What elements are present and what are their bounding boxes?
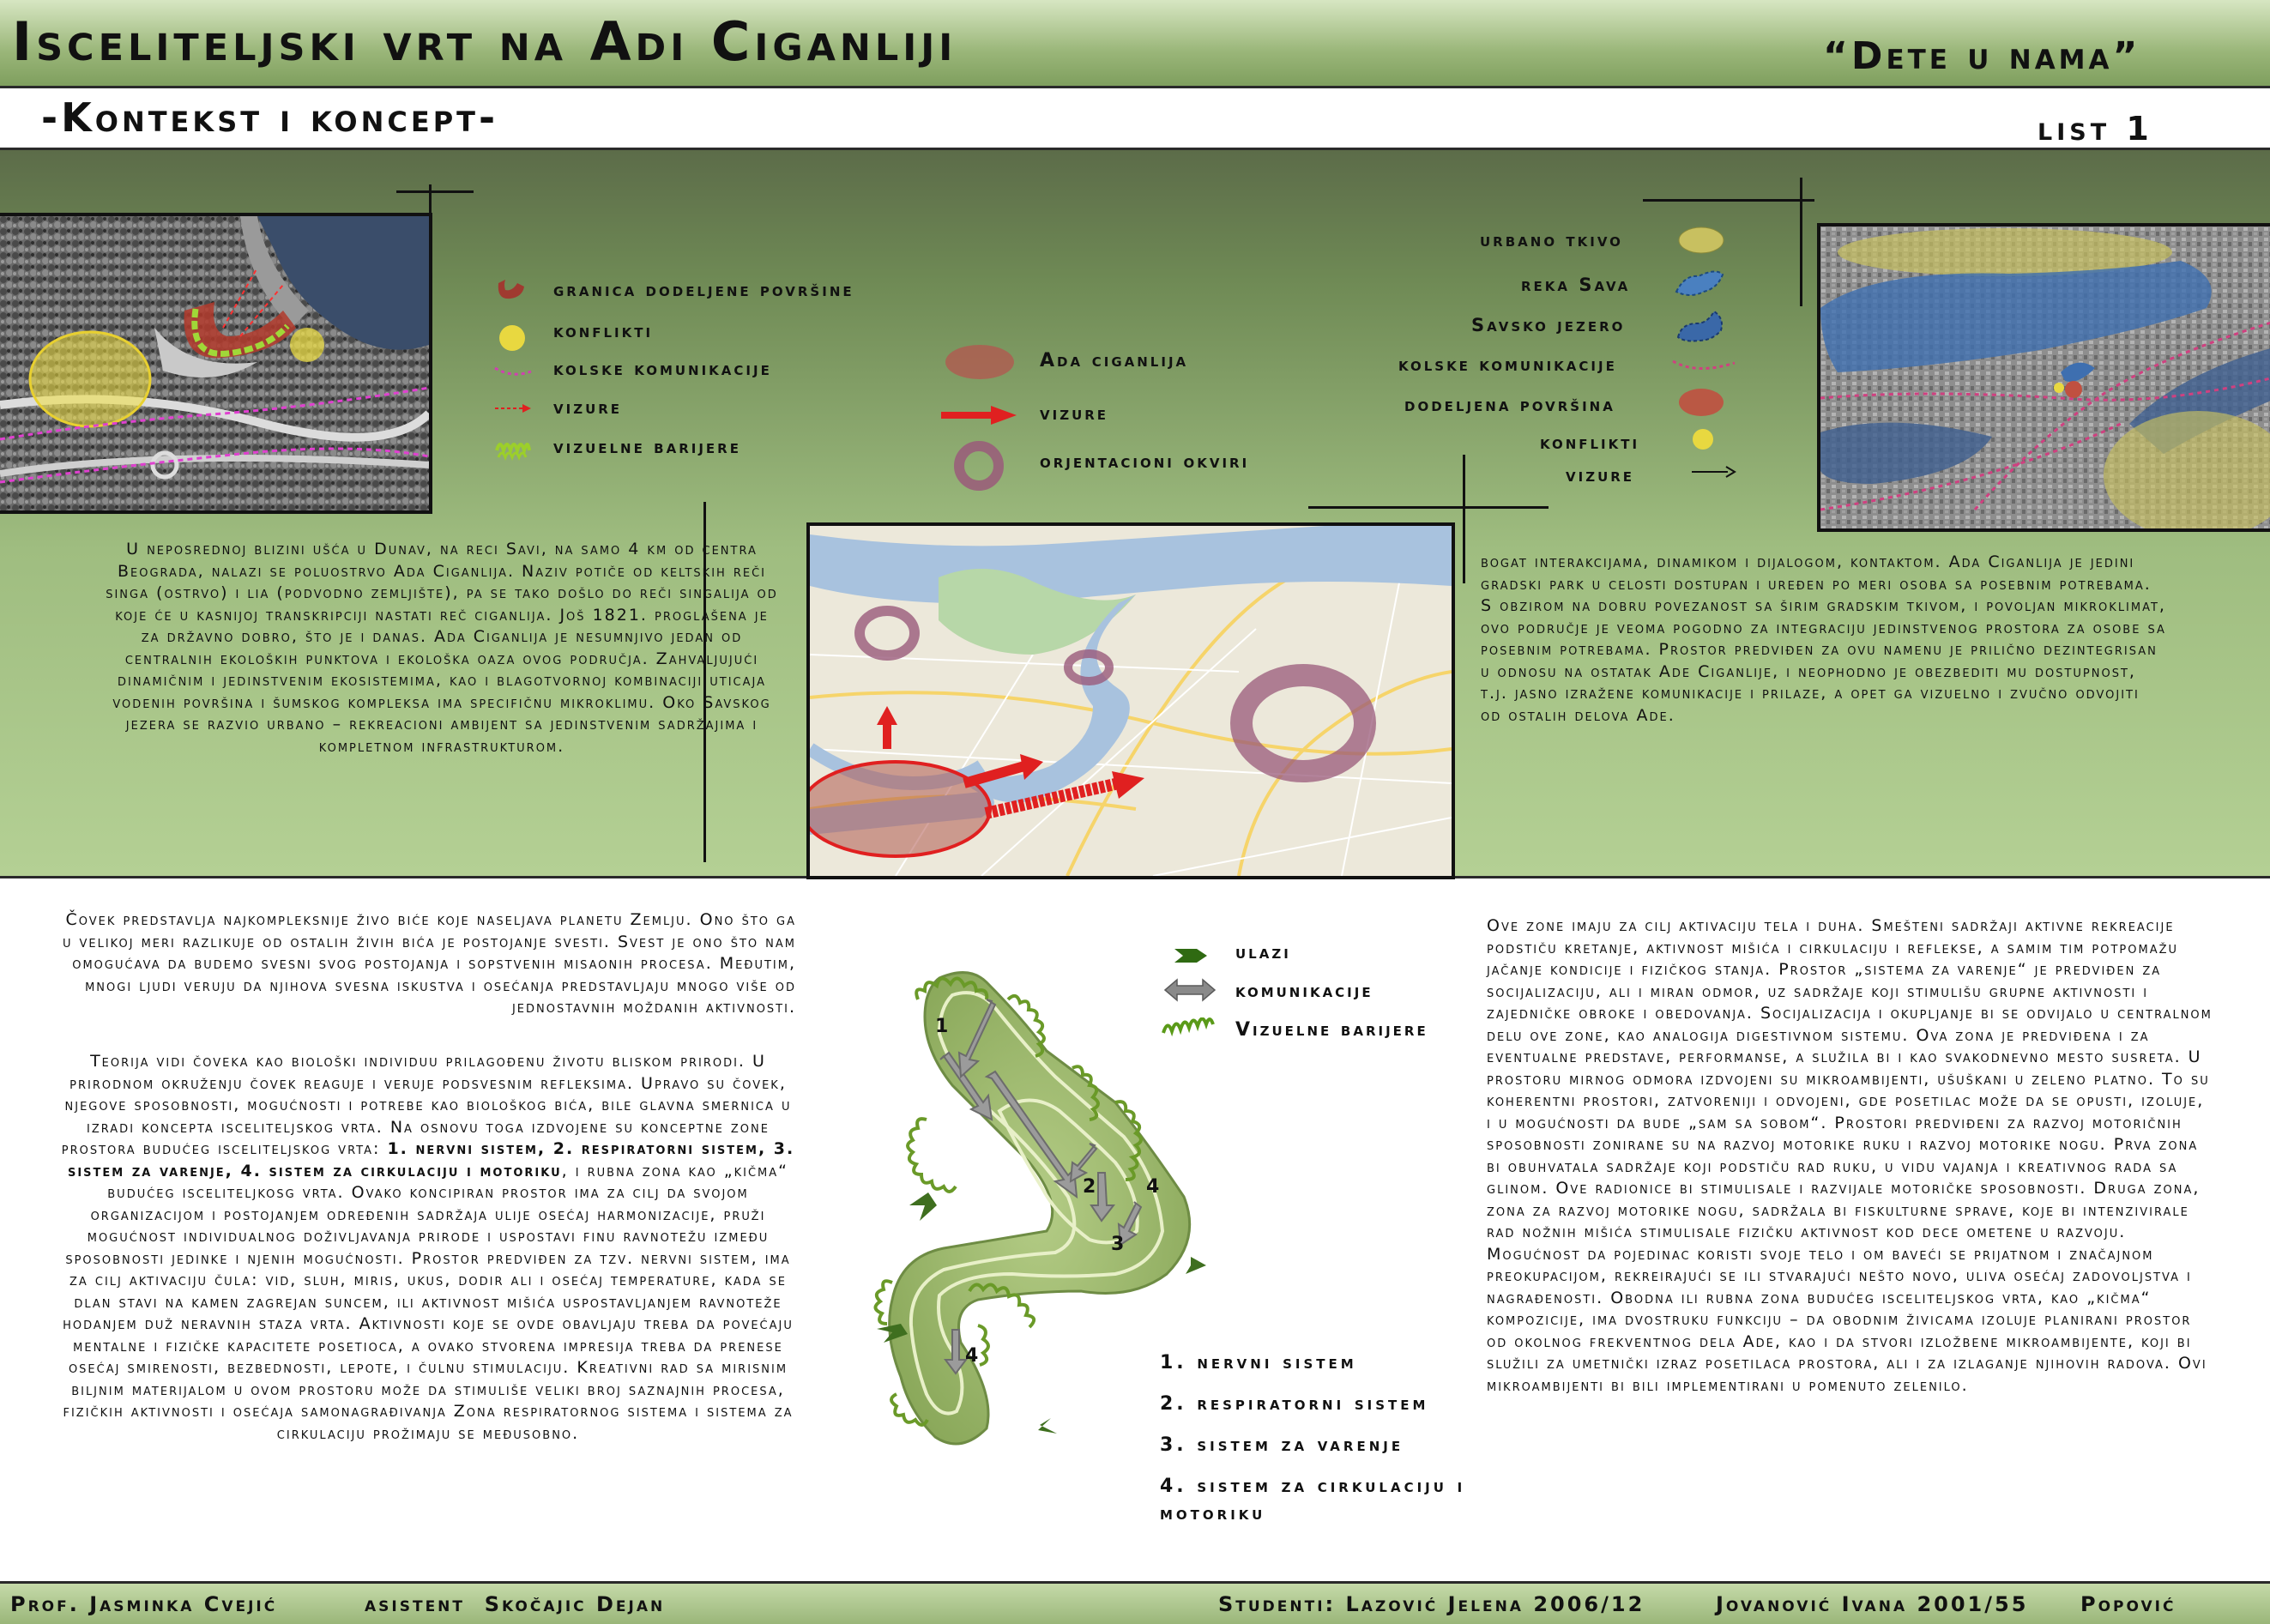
system-item-1: 1. nervni sistem [1160,1352,1357,1373]
ada-swatch-icon [944,343,1016,381]
concept-text-left-1: Čovek predstavlja najkompleksnije živo biće koje naseljava planetu Zemlju. Ono što ga u velikoj meri razlikuje od ostalih živih bića je postojanje svesti. Svest je ono što nam omogućava da budemo svesni svog postojanja i sopstvenih misaonih procesa. Međutim, mnogi ljudi veruju da njihova svesna iskustva i osećanja predstavljaju mnogo više od jednostavnih moždanih aktivnosti. [62,910,796,1017]
zone-label-1: 1 [935,1016,949,1037]
lake-swatch-icon [1673,306,1726,344]
view-arrow-icon [493,401,533,415]
footer-student-3: Popović [2080,1592,2176,1616]
legend-item-boundary: granica dodeljene površine [553,280,854,300]
cross-line [1643,199,1814,202]
cross-line [396,190,474,193]
allotted-swatch-icon [1677,386,1725,419]
cross-line [1463,455,1465,583]
barrier-icon [1160,1017,1215,1040]
view-big-arrow-icon [939,405,1018,426]
page-title: Isceliteljski vrt na Adi Ciganliji [12,10,957,73]
legend-item-communications: komunikacije [1235,981,1373,1002]
conflict-swatch-icon [498,323,527,353]
cross-line [1308,506,1549,509]
legend-item-roads: kolske komunikacije [553,359,772,379]
aerial-photo-site [0,213,432,514]
legend-item-center-views: vizure [1040,403,1109,425]
legend-item-right-conflicts: konflikti [1540,432,1640,453]
legend-item-lake: Savsko jezero [1471,315,1626,335]
system-item-2: 2. respiratorni sistem [1160,1393,1429,1415]
concept-text-right: Ove zone imaju za cilj aktivaciju tela i duha. Smešteni sadržaji aktivne rekreacije podstiču kretanje, aktivnost mišića i cirkulaciju i reflekse, a samim tim potpomažu jačanje kondicije i fizičkog stanja. Prostor „sistema za varenje“ je predviđen za socijalizaciju, ali i miran odmor, uz sadržaje koji stimulišu grupne aktivnosti i zajedničke obroke i obedovanja. Socijalizacija i okupljanje bi se odvijalo u centralnom delu ove zone, kao analogija digestivnom sistemu. Ova zona je predviđena i za eventualne predstave, performanse, a služila bi i kao svakodnevno mesto susreta. U prostoru mirnog odmora izdvojeni su mikroambijenti, ušuškani u zeleno platno. To su koherentni prostori, zatvoreniji i odvojeni, gde posetilac može da se opusti, izoluje, i u mogućnosti da bude „sam sa sobom“. Prostori predviđeni za razvoj motoričnih sposobnosti zonirane su na razvoj motorike ruku i razvoj motorike nogu. Prva zona bi obuhvatala sadržaje koji podstiču rad ruku, u vidu vajanja i kreativnog rada sa glinom. Ove radionice bi stimulisale i razvijale motoričke sposobnosti. Druga zona, zona za razvoj motorike nogu, sadržala bi fiskulturne sprave, koje bi intenzivirale rad nožnih mišića stimulisale fizičku aktivnost kod dece ometene u razvoju. Mogućnost da pojedinac koristi svoje telo i om baveći se prijatnom i značajnom preokupacijom, rekreirajući se ili stvarajući nešto novo, uliva osećaj zadovoljstva i nagrađenosti. Obodna ili rubna zona budućeg isceliteljskog vrta, kao „kičma“ kompozicije, ima dvostruku funkciju – da obodnim živicama izoluje planirani prostor od okolnog frekventnog dela Ade, kao i da stvori izložbene mikroambijente, koji bi služili za umetnički izraz posetilaca prostora, ali i za izlaganje njihovih radova. Ovi mikroambijenti bi bili implementirani u pomenuto zelenilo. [1487,916,2213,1395]
legend-item-views: vizure [553,397,623,418]
legend-item-right-roads: kolske komunikacije [1398,354,1617,375]
footer-assistant: asistent Skočajic Dejan [365,1592,666,1616]
footer-professor: Prof. Jasminka Cvejić [10,1592,278,1616]
legend-item-right-views: vizure [1566,465,1635,486]
system-item-4-cont: motoriku [1160,1503,1266,1524]
legend-item-entrances: ulazi [1235,942,1291,963]
right-road-swatch-icon [1671,356,1736,377]
legend-item-urban: urbano tkivo [1480,230,1623,251]
legend-item-conflicts: konflikti [553,321,654,341]
urban-swatch-icon [1677,226,1725,255]
right-view-arrow-icon [1690,463,1736,480]
legend-item-allotted: dodeljena površina [1404,395,1615,415]
zone-label-4b: 4 [965,1345,979,1367]
visual-barrier-swatch-icon [493,433,533,462]
sheet-label: list 1 [2038,110,2153,148]
legend-item-sava: reka Sava [1521,275,1631,295]
context-text-right: bogat interakcijama, dinamikom i dijalogom, kontaktom. Ada Ciganlija je jedini gradski park u celosti dostupan i uređen po meri osoba sa posebnim potrebama. S obzirom na dobru povezanost sa širim gradskim tkivom, i povoljan mikroklimat, ovo područje je veoma pogodno za integraciju jedinstvenog prostora za osobe sa posebnim potrebama. Prostor predviđen za ovu namenu je prilično dezintegrisan u odnosu na ostatak Ade Ciganlije, i neophodno je obezbediti mu dostupnost, t.j. jasno izražene komunikacije i prilaze, a opet ga vizuelno i zvučno odvojiti od ostalih delova Ade. [1481,552,2166,725]
right-conflict-swatch-icon [1690,426,1716,452]
system-item-4: 4. sistem za cirkulaciju i [1160,1476,1466,1497]
concept-text-left-2: Teorija vidi čoveka kao biološki individuu prilagođenu životu bliskom prirodi. U prirodnom okruženju čovek reaguje i veruje podsvesnim refleksima. Upravo su čovek, njegove sposobnosti, mogućnosti i potrebe kao biološkog bića, bile glavna smernica u izradi koncepta isceliteljskog vrta. Na osnovu toga izdvojene su konceptne zone prostora budućeg isceliteljskog vrta: 1. nervni sistem, 2. respiratorni sistem, 3. sistem za varenje, 4. sistem za cirkulaciju i motoriku, i rubna zona kao „kičma“ budućeg isceliteljkosg vrta. Ovako koncipiran prostor ima za cilj da svojom organizacijom i postojanjem određenih sadržaja ulije osećaj harmonizacije, pruži mogućnost individualnog doživljavanja prirode i uspostavi finu ravnotežu između sposobnosti jedinke i njenih mogućnosti. Prostor predviđen za tzv. nervni sistem, ima za cilj aktivaciju čula: vid, sluh, miris, ukus, dodir ali i osećaj temperature, kada se dlan stavi na kamen zagrejan suncem, ili aktivnost mišića uspostavljanjem ravnoteže hodanjem duž neravnih staza vrta. Aktivnosti koje se ovde obavljaju treba da povećaju mentalne i fizičke kapacitete posetioca, a ovako stvorena impresija treba da prenese osećaj smirenosti, bezbednosti, lepote, i čulnu stimulaciju. Kreativni rad sa mirisnim biljnim materijalom u ovom prostoru može da stimuliše veliki broj saznajnih procesa, fizičkih aktivnosti i osećaja samonagrađivanja Zona respiratornog sistema i sistema za cirkulaciju prožimaju se međusobno. [61,1052,795,1443]
entrance-icon [1171,944,1210,968]
zone-label-3: 3 [1111,1234,1125,1255]
page-subtitle: -Kontekst i koncept- [41,94,499,141]
sava-swatch-icon [1673,266,1726,300]
city-map [806,522,1455,879]
zone-label-4a: 4 [1146,1176,1160,1198]
context-text-left: U neposrednoj blizini ušća u Dunav, na reci Savi, na samo 4 km od centra Beograda, nalazi se poluostrvo Ada Ciganlija. Naziv potiče od keltskih reči singa (ostrvo) i lia (podvodno zemljište), pa se tako došlo do reči singalija od koje će u kasnijoj transkripciji nastati reč ciganlija. Još 1821. proglašena je za državno dobro, što je i danas. Ada Ciganlija je nesumnjivo jedan od centralnih ekoloških punktova i ekološka oaza ovog područja. Zahvaljujući dinamičnim i jedinstvenim ekosistemima, kao i blagotvornoj kombinaciji uticaja vodenih površina i šumskog kompleksa ima specifičnu mikroklimu. Oko Savskog jezera se razvio urbano – rekreacioni ambijent sa jedinstvenim sadržajima i kompletnom infrastrukturom. [106,540,778,756]
legend-item-ada: Ada ciganlija [1040,350,1189,371]
legend-item-orientation: orjentacioni okviri [1040,451,1250,473]
cross-line [1800,178,1802,306]
system-item-3: 3. sistem za varenje [1160,1434,1404,1456]
concept-zones-bold: 1. nervni sistem, 2. respiratorni sistem, 3. sistem za varenje, 4. sistem za cirkulaciju i motoriku [67,1139,795,1180]
motto: “Dete u nama” [1823,34,2141,78]
footer-student-2: Jovanović Ivana 2001/55 [1716,1592,2029,1616]
footer-students: Studenti: Lazović Jelena 2006/12 [1218,1592,1645,1616]
orientation-ring-icon [952,439,1005,492]
legend-item-visual-barriers: vizuelne barijere [553,437,741,457]
aerial-photo-city [1817,223,2270,532]
road-swatch-icon [493,365,533,378]
boundary-swatch-icon [493,276,528,307]
communication-icon [1163,978,1217,1002]
legend-item-barriers: Vizuelne barijere [1235,1019,1428,1041]
zone-label-2: 2 [1083,1176,1096,1198]
